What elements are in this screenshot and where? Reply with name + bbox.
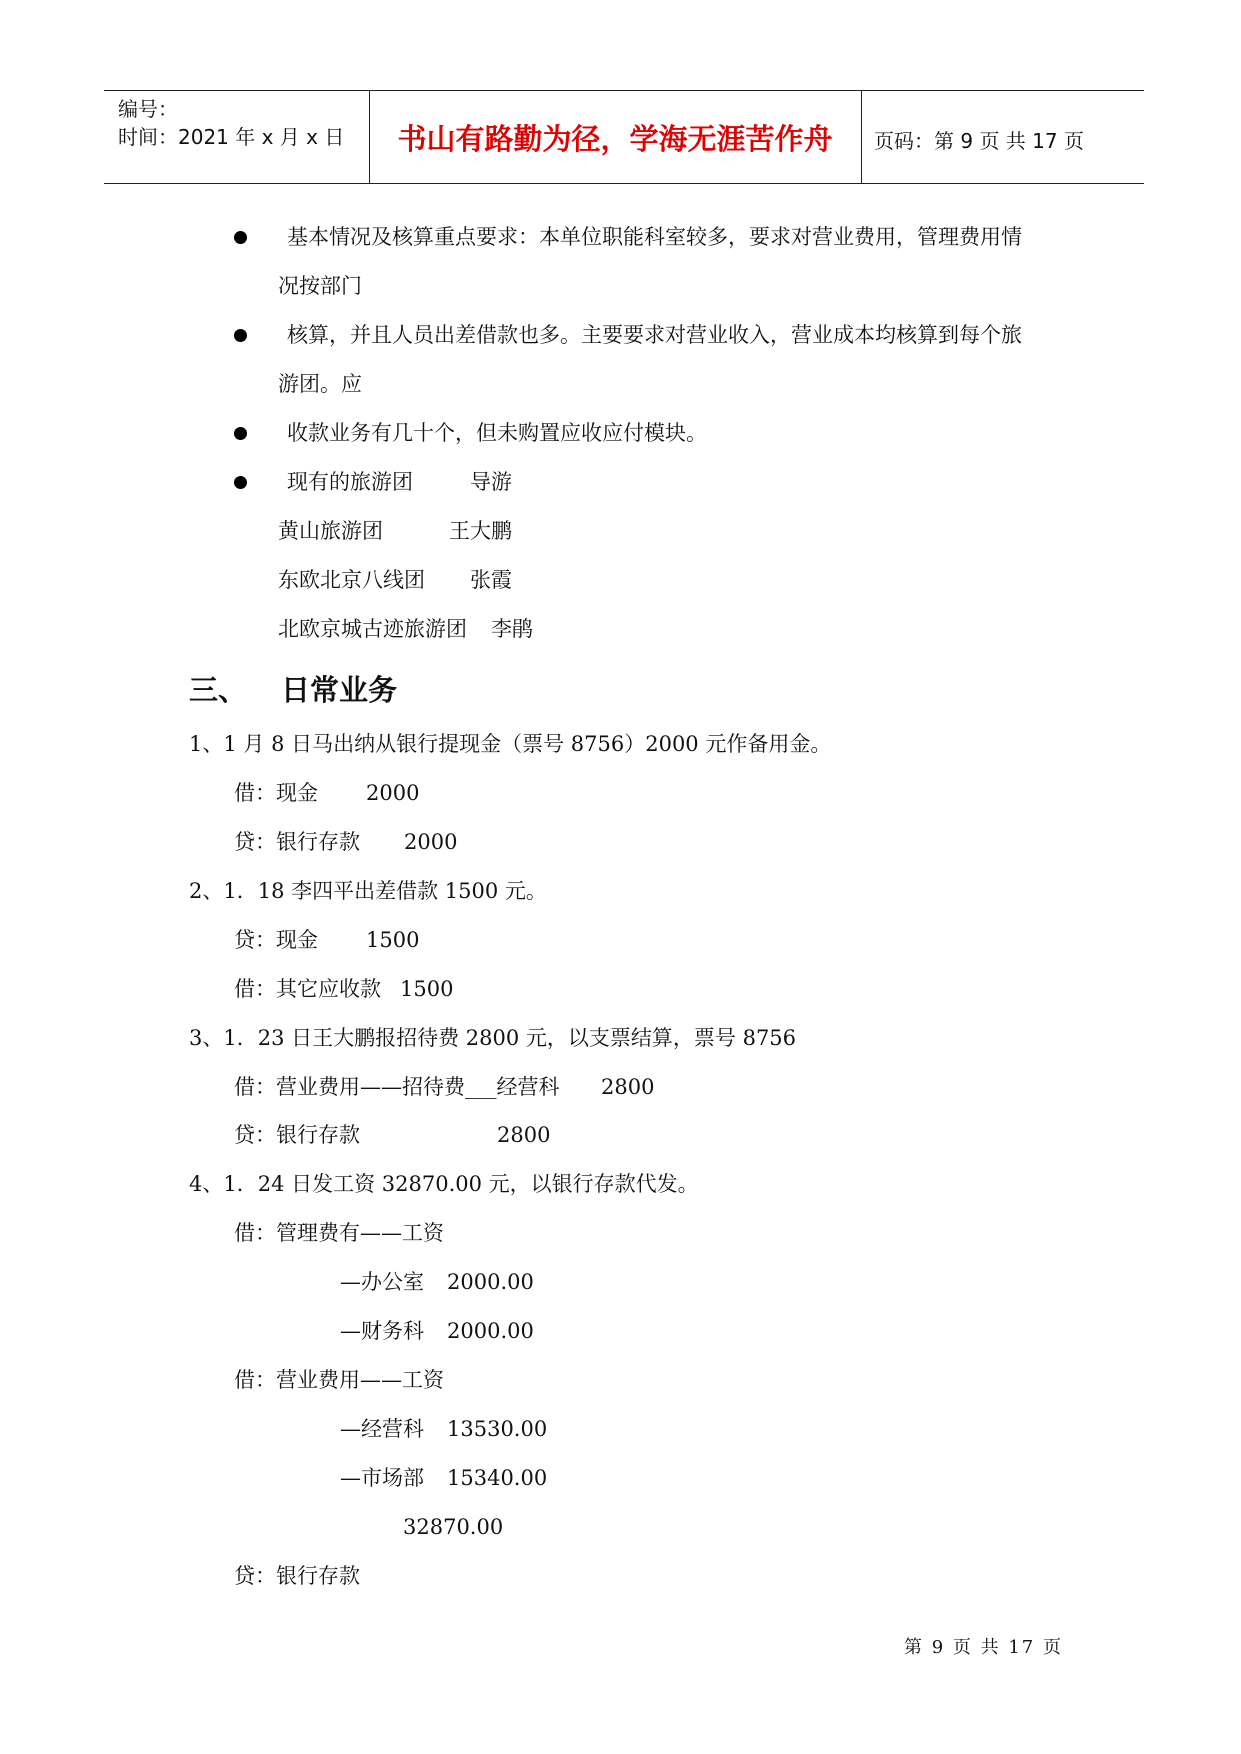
header-motto: 书山有路勤为径，学海无涯苦作舟 bbox=[397, 122, 833, 156]
tour-group-guide: 王大鹏 bbox=[449, 519, 512, 543]
header-bottom-rule bbox=[104, 183, 1144, 184]
tour-group-name: 东欧北京八线团 bbox=[278, 568, 425, 592]
entry-4-sub-amount: 15340.00 bbox=[447, 1466, 548, 1490]
entry-4-credit-label: 贷：银行存款 bbox=[234, 1564, 360, 1588]
bullet-dot bbox=[234, 231, 247, 244]
entry-3-credit-amount: 2800 bbox=[497, 1123, 551, 1147]
entry-4-sales-debit-label: 借：营业费用——工资 bbox=[234, 1368, 444, 1392]
entry-3-debit-amount: 2800 bbox=[601, 1075, 655, 1099]
tour-group-guide: 李鹃 bbox=[491, 617, 533, 641]
footer-page-number: 第 9 页 共 17 页 bbox=[904, 1637, 1063, 1658]
section-number: 三、 bbox=[189, 673, 248, 707]
bullet-1-line-2: 况按部门 bbox=[278, 274, 362, 298]
header-number-label: 编号： bbox=[118, 97, 178, 121]
entry-3-title: 3、1．23 日王大鹏报招待费 2800 元，以支票结算，票号 8756 bbox=[189, 1026, 797, 1050]
entry-1-debit-label: 借：现金 bbox=[234, 781, 318, 805]
bullet-2-line-1: 核算，并且人员出差借款也多。主要要求对营业收入，营业成本均核算到每个旅 bbox=[287, 323, 1022, 347]
entry-2-line-1-amount: 1500 bbox=[366, 928, 420, 952]
entry-3-debit-label: 借：营业费用——招待费___经营科 bbox=[234, 1075, 560, 1099]
header-divider-right bbox=[861, 90, 862, 183]
entry-4-sub-amount: 2000.00 bbox=[447, 1270, 534, 1294]
entry-4-sub-amount: 13530.00 bbox=[447, 1417, 548, 1441]
entry-4-sub-amount: 2000.00 bbox=[447, 1319, 534, 1343]
bullet-3-line-1: 收款业务有几十个，但未购置应收应付模块。 bbox=[287, 421, 707, 445]
bullet-4-guide-header: 导游 bbox=[470, 470, 512, 494]
entry-4-sub-account: —市场部 bbox=[340, 1466, 424, 1490]
entry-4-sub-account: —财务科 bbox=[340, 1319, 424, 1343]
header-page-label: 页码：第 9 页 共 17 页 bbox=[874, 129, 1084, 153]
entry-1-credit-label: 贷：银行存款 bbox=[234, 830, 360, 854]
entry-4-title: 4、1．24 日发工资 32870.00 元，以银行存款代发。 bbox=[189, 1172, 699, 1196]
entry-3-credit-label: 贷：银行存款 bbox=[234, 1123, 360, 1147]
entry-4-sub-account: —办公室 bbox=[340, 1270, 424, 1294]
header-top-rule bbox=[104, 90, 1144, 91]
bullet-2-line-2: 游团。应 bbox=[278, 372, 362, 396]
header-time-label: 时间：2021 年 x 月 x 日 bbox=[118, 125, 345, 149]
entry-2-line-2-amount: 1500 bbox=[400, 977, 454, 1001]
entry-2-line-2-label: 借：其它应收款 bbox=[234, 977, 381, 1001]
bullet-dot bbox=[234, 476, 247, 489]
bullet-dot bbox=[234, 329, 247, 342]
entry-1-debit-amount: 2000 bbox=[366, 781, 420, 805]
entry-2-line-1-label: 贷：现金 bbox=[234, 928, 318, 952]
entry-1-title: 1、1 月 8 日马出纳从银行提现金（票号 8756）2000 元作备用金。 bbox=[189, 732, 832, 756]
entry-4-admin-debit-label: 借：管理费有——工资 bbox=[234, 1221, 444, 1245]
tour-group-name: 北欧京城古迹旅游团 bbox=[278, 617, 467, 641]
entry-4-total-amount: 32870.00 bbox=[403, 1515, 504, 1539]
entry-4-sub-account: —经营科 bbox=[340, 1417, 424, 1441]
section-title: 日常业务 bbox=[281, 673, 398, 707]
tour-group-guide: 张霞 bbox=[470, 568, 512, 592]
tour-group-name: 黄山旅游团 bbox=[278, 519, 383, 543]
bullet-dot bbox=[234, 427, 247, 440]
entry-2-title: 2、1．18 李四平出差借款 1500 元。 bbox=[189, 879, 547, 903]
entry-1-credit-amount: 2000 bbox=[404, 830, 458, 854]
bullet-1-line-1: 基本情况及核算重点要求：本单位职能科室较多，要求对营业费用，管理费用情 bbox=[287, 225, 1022, 249]
bullet-4-line-1: 现有的旅游团 bbox=[287, 470, 413, 494]
